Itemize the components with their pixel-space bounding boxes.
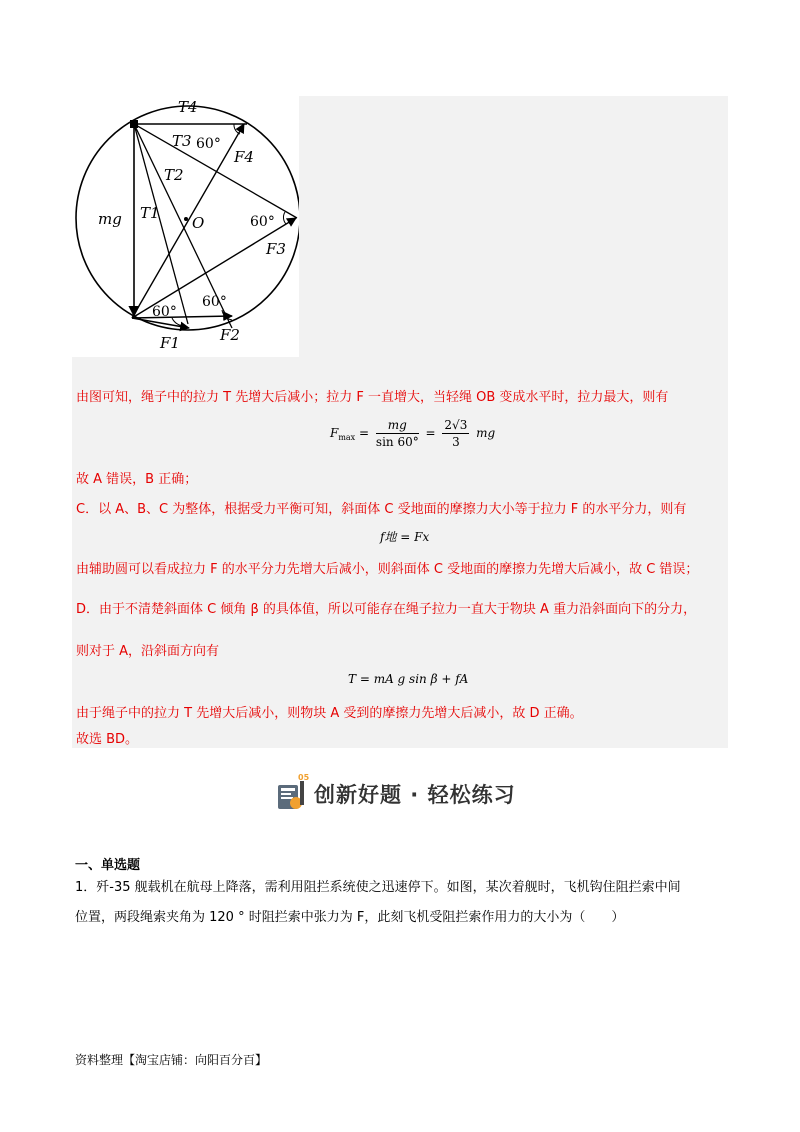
footer-text: 资料整理【淘宝店铺：向阳百分百】 xyxy=(75,1053,268,1067)
question-line-1: 1．歼-35 舰载机在航母上降落，需利用阻拦系统使之迅速停下。如图，某次着舰时，飞机钩住阻拦索中间 xyxy=(75,880,681,895)
label-T1: T1 xyxy=(140,204,160,222)
angle-label-bottom-left: 60° xyxy=(152,304,177,320)
section-title: 一、单选题 xyxy=(75,858,141,873)
angle-arc-3 xyxy=(283,212,286,224)
angle-label-bottom-right: 60° xyxy=(202,294,227,310)
question-line-2: 位置，两段绳索夹角为 120 ° 时阻拦索中张力为 F，此刻飞机受阻拦索作用力的大小为（ ） xyxy=(75,910,625,925)
equation-fmax: $F_{max}$ = $\frac{mg}{\sin 60^\circ}$ = $\frac{2√3}{3}$ mg xyxy=(330,418,496,449)
eq1-fraction-2: $\frac{2√3}{3}$ xyxy=(444,418,468,449)
answer-line-6: 则对于 A，沿斜面方向有 xyxy=(76,644,220,659)
label-F4: F4 xyxy=(234,148,254,166)
answer-line-4: 由辅助圆可以看成拉力 F 的水平分力先增大后减小，则斜面体 C 受地面的摩擦力先增大后减小，故 C 错误； xyxy=(76,562,699,577)
answer-line-5: D．由于不清楚斜面体 C 倾角 β 的具体值，所以可能存在绳子拉力一直大于物块 A 重力沿斜面向下的分力， xyxy=(76,602,697,617)
angle-label-right: 60° xyxy=(250,214,275,230)
equation-friction-ground: f地 = Fx xyxy=(380,530,430,544)
section-banner xyxy=(276,773,516,812)
label-T2: T2 xyxy=(164,166,184,184)
center-point-O xyxy=(184,217,188,221)
eq1-lhs-sub: max xyxy=(338,433,356,442)
answer-line-1: 由图可知，绳子中的拉力 T 先增大后减小；拉力 F 一直增大，当轻绳 OB 变成水平时，拉力最大，则有 xyxy=(76,390,669,405)
label-T4: T4 xyxy=(178,98,198,116)
F2-vector xyxy=(132,316,232,318)
banner-badge: 05 xyxy=(298,773,310,782)
label-F1: F1 xyxy=(160,334,180,352)
label-F2: F2 xyxy=(220,326,240,344)
answer-line-2: 故 A 错误，B 正确； xyxy=(76,472,198,487)
answer-line-8: 故选 BD。 xyxy=(76,732,139,747)
T1-line xyxy=(134,124,188,324)
eq1-lhs: F xyxy=(330,426,339,440)
answer-line-3: C．以 A、B、C 为整体，根据受力平衡可知，斜面体 C 受地面的摩擦力大小等于拉力 F 的水平分力，则有 xyxy=(76,502,687,517)
angle-label-top: 60° xyxy=(196,136,221,152)
label-O: O xyxy=(192,214,205,232)
practice-book-icon xyxy=(276,773,310,811)
label-mg: mg xyxy=(98,210,122,228)
eq1-fraction-1: $\frac{mg}{\sin 60^\circ}$ xyxy=(375,418,419,449)
force-diagram xyxy=(72,96,299,357)
banner-title: 创新好题 · 轻松练习 xyxy=(314,783,516,807)
label-F3: F3 xyxy=(266,240,286,258)
equation-tension: T = mA g sin β + fA xyxy=(348,672,469,686)
label-T3: T3 xyxy=(172,132,192,150)
eq1-tail: mg xyxy=(476,426,496,440)
force-diagram-svg xyxy=(72,96,299,357)
answer-line-7: 由于绳子中的拉力 T 先增大后减小，则物块 A 受到的摩擦力先增大后减小，故 D 正确。 xyxy=(76,706,583,721)
